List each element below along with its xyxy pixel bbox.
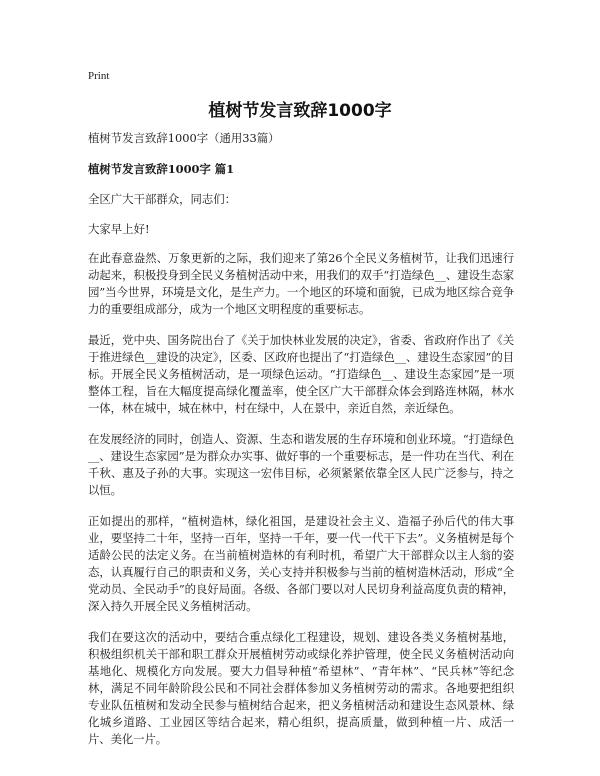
document-subtitle: 植树节发言致辞1000字（通用33篇）: [88, 131, 280, 145]
page-title: 植树节发言致辞1000字: [208, 101, 392, 121]
paragraph: 在此春意盎然、万象更新的之际，我们迎来了第26个全民义务植树节，让我们迅速行动起来，积极投身到全民义务植树活动中来，用我们的双手“打造绿色__、建设生态家园”当今世界，环境是文化，是生产力。一个地区的环境和面貌，已成为地区综合竞争力的重要组成部分，成为一个地区文明程度的重要标志。: [88, 251, 514, 316]
paragraph: 正如提出的那样，“植树造林，绿化祖国，是建设社会主义、造福子孙后代的伟大事业，要坚持二十年，坚持一百年，坚持一千年，要一代一代干下去”。义务植树是每个适龄公民的法定义务。在当前植树造林的有利时机，希望广大干部群众以主人翁的姿态，认真履行自己的职责和义务，关心支持并积极参与当前的植树造林活动，形成“全党动员、全民动手”的良好局面。各级、各部门要以对人民切身利益高度负责的精神，深入持久开展全民义务植树活动。: [88, 514, 514, 613]
greeting-line: 全区广大干部群众，同志们：: [88, 192, 237, 206]
print-link[interactable]: Print: [88, 70, 110, 82]
section-heading: 植树节发言致辞1000字 篇1: [88, 162, 235, 176]
paragraph: 在发展经济的同时，创造人、资源、生态和谐发展的生存环境和创业环境。“打造绿色__、建设生态家园”是为群众办实事、做好事的一个重要标志，是一件功在当代、利在千秋、惠及子孙的大事。实现这一宏伟目标，必须紧紧依靠全区人民广泛参与，持之以恒。: [88, 432, 514, 497]
salute-line: 大家早上好!: [88, 222, 150, 236]
paragraph: 最近，党中央、国务院出台了《关于加快林业发展的决定》，省委、省政府作出了《关于推进绿色__建设的决定》，区委、区政府也提出了“打造绿色__、建设生态家园”的目标。开展全民义务植树活动，是一项绿色运动。“打造绿色__、建设生态家园”是一项整体工程，旨在大幅度提高绿化覆盖率，使全区广大干部群众体会到路连林隔，林水一体，林在城中，城在林中，村在绿中，人在景中，亲近自然，亲近绿色。: [88, 333, 514, 415]
paragraph: 我们在要这次的活动中，要结合重点绿化工程建设，规划、建设各类义务植树基地，积极组织机关干部和职工群众开展植树劳动或绿化养护管理，使全民义务植树活动向基地化、规模化方向发展。要大力倡导种植“希望林”、“青年林”、“民兵林”等纪念林，满足不同年龄阶段公民和不同社会群体参加义务植树劳动的需求。各地要把组织专业队伍植树和发动全民参与植树结合起来，把义务植树活动和建设生态风景林、绿化城乡道路、工业园区等结合起来，精心组织，提高质量，做到种植一片、成活一片、美化一片。: [88, 630, 514, 746]
document-body: [88, 130, 514, 762]
